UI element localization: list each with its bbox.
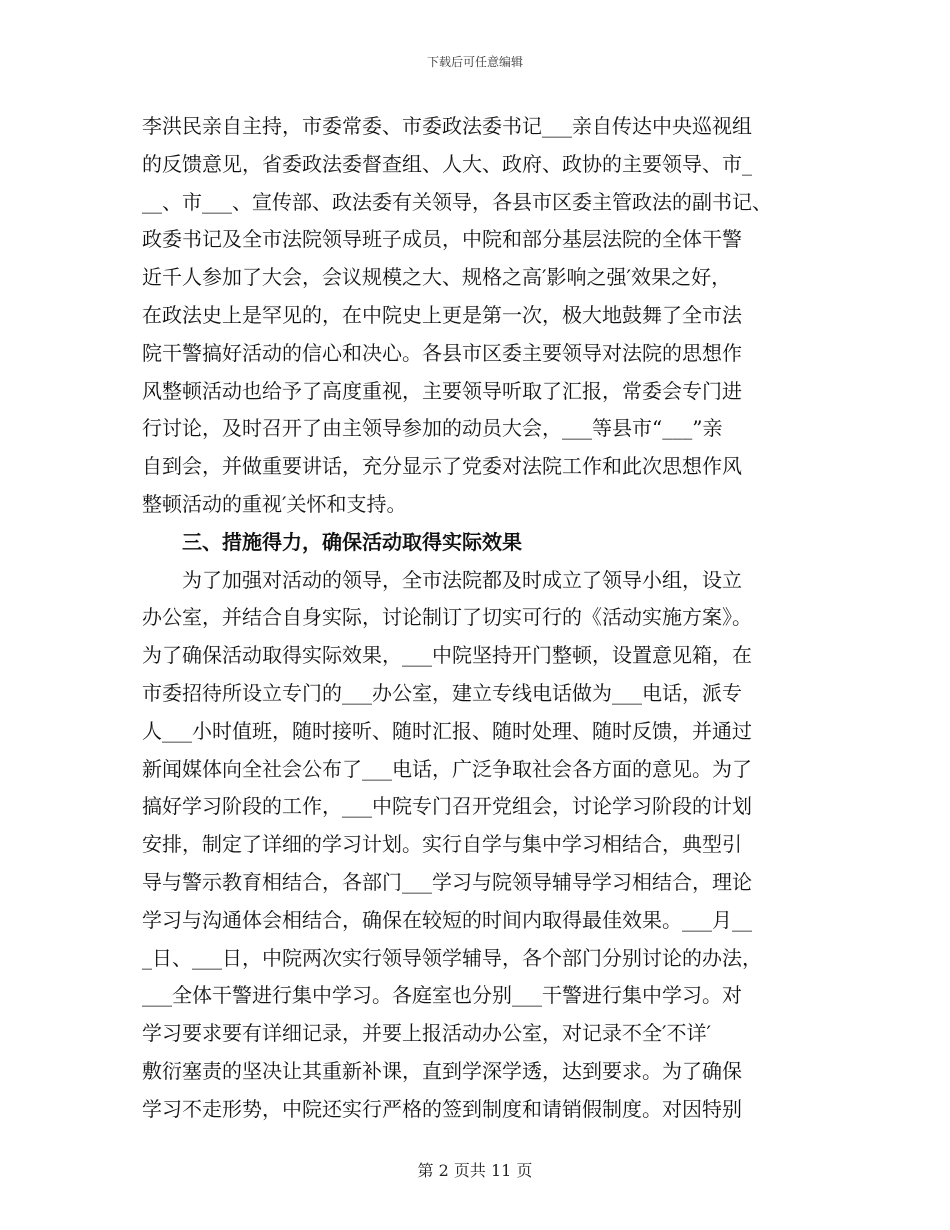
text-line: ___全体干警进行集中学习。各庭室也分别___干警进行集中学习。对	[142, 983, 742, 1008]
text-line: 搞好学习阶段的工作，___中院专门召开党组会，讨论学习阶段的计划	[142, 794, 752, 819]
body-text	[142, 108, 822, 1129]
text-line: 新闻媒体向全社会公布了___电话，广泛争取社会各方面的意见。为了	[142, 756, 752, 781]
text-line: 办公室，并结合自身实际，讨论制订了切实可行的《活动实施方案》。	[142, 605, 752, 630]
text-line: 导与警示教育相结合，各部门___学习与院领导辅导学习相结合，理论	[142, 869, 752, 894]
text-line: __、市___、宣传部、政法委有关领导，各县市区委主管政法的副书记、	[142, 189, 772, 214]
page-header: 下载后可任意编辑	[426, 55, 523, 69]
page-footer: 第 2 页共 11 页	[417, 1161, 533, 1180]
text-line: 为了加强对活动的领导，全市法院都及时成立了领导小组，设立	[142, 567, 742, 592]
text-line: 的反馈意见，省委政法委督查组、人大、政府、政协的主要领导、市_	[142, 151, 752, 176]
text-line: 安排，制定了详细的学习计划。实行自学与集中学习相结合，典型引	[142, 832, 742, 857]
text-line: 院干警搞好活动的信心和决心。各县市区委主要领导对法院的思想作	[142, 340, 742, 365]
section-heading: 三、措施得力，确保活动取得实际效果	[142, 529, 522, 554]
text-line: 风整顿活动也给予了高度重视，主要领导听取了汇报，常委会专门进	[142, 378, 742, 403]
text-line: 为了确保活动取得实际效果，___中院坚持开门整顿，设置意见箱，在	[142, 643, 752, 668]
text-line: 李洪民亲自主持，市委常委、市委政法委书记___亲自传达中央巡视组	[142, 114, 752, 138]
text-line: 整顿活动的重视′关怀和支持。	[142, 491, 407, 516]
text-line: 在政法史上是罕见的，在中院史上更是第一次，极大地鼓舞了全市法	[142, 302, 742, 327]
text-line: _日、___日，中院两次实行领导领学辅导，各个部门分别讨论的办法，	[142, 945, 762, 970]
text-line: 自到会，并做重要讲话，充分显示了党委对法院工作和此次思想作风	[142, 454, 742, 479]
text-line: 敷衍塞责的坚决让其重新补课，直到学深学透，达到要求。为了确保	[142, 1058, 742, 1083]
text-line: 学习要求要有详细记录，并要上报活动办公室，对记录不全′不详′	[142, 1021, 712, 1046]
text-line: 人___小时值班，随时接听、随时汇报、随时处理、随时反馈，并通过	[142, 718, 752, 743]
text-line: 近千人参加了大会，会议规模之大、规格之高′影响之强′效果之好，	[142, 265, 732, 290]
text-line: 政委书记及全市法院领导班子成员，中院和部分基层法院的全体干警	[142, 227, 742, 252]
text-line: 市委招待所设立专门的___办公室，建立专线电话做为___电话，派专	[142, 680, 742, 705]
text-line: 行讨论，及时召开了由主领导参加的动员大会，___等县市“___”亲	[142, 416, 723, 441]
text-line: 学习与沟通体会相结合，确保在较短的时间内取得最佳效果。___月__	[142, 907, 752, 932]
text-line: 学习不走形势，中院还实行严格的签到制度和请销假制度。对因特别	[142, 1096, 742, 1121]
